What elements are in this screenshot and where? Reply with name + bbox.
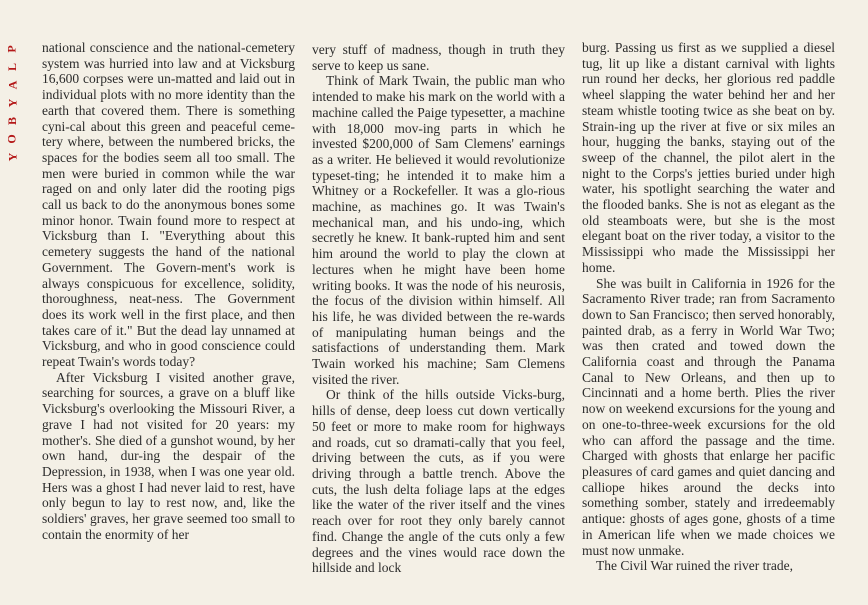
paragraph: She was built in California in 1926 for the Sacramento River trade; ran from Sacramento down to San Francisco; then served honorably, painted drab, as a ferry in World War Two; was then crated and towed down the California coast and through the Panama Canal to New Orleans, and then up to Cincinnati and a home berth. Plies the river now on weekend excursions for the young and on one-to-three-week excursions for the old who can afford the passage and the time. Charged with ghosts that enlarge her pacific pleasures of card games and quiet dancing and calliope hikes around the decks into something somber, stately and irredeemably antique: ghosts of ages gone, ghosts of a time in American life when we made choices we must now unmake. (582, 275, 835, 558)
article-column-3 (582, 40, 835, 574)
masthead-letter: P (5, 45, 19, 53)
masthead-letter: B (4, 116, 19, 126)
article-column-1 (42, 40, 295, 543)
paragraph: very stuff of madness, though in truth they serve to keep us sane. (312, 42, 565, 73)
paragraph: After Vicksburg I visited another grave, searching for sources, a grave on a bluff like Vicksburg's overlooking the Missouri River, a grave I had not visited for 20 years: my mother's. She died of a gunshot wound, by her own hand, dur-ing the despair of the Depression, in 1938, when I was one year old. Hers was a ghost I had never laid to rest, have only begun to lay to rest now, and, like the soldiers' graves, her grave seemed too small to contain the enormity of her (42, 369, 295, 542)
paragraph: The Civil War ruined the river trade, (596, 558, 793, 574)
paragraph: burg. Passing us first as we supplied a diesel tug, lit up like a distant carnival with lights run round her decks, her glorious red paddle wheel slapping the water behind her and her steam whistle tooting twice as she beat on by. Strain-ing up the river at five or six miles an hour, hugging the banks, staying out of the sweep of the channel, the pilot alert in the night to the Corps's jetties buried under high water, his spotlight searching the water and the flooded banks. She is not as elegant as the old steamboats were, but she is the most elegant boat on the river today, a visitor to the Mississippi who made the Mississippi her home. (582, 40, 835, 275)
article-column-2 (312, 42, 565, 576)
masthead-letter: Y (4, 98, 19, 108)
masthead-letter: Y (4, 152, 19, 162)
masthead-letter: O (5, 134, 19, 144)
masthead-letter: L (4, 62, 19, 72)
paragraph: national conscience and the national-cemetery system was hurried into law and at Vicksburg 16,600 corpses were un-matted and laid out in individual plots with no more identity than the earth that covered them. There is something cyni-cal about this green and peaceful ceme-tery where, between the numbered bricks, the spaces for the bodies seem all too small. The men were buried in common while the war raged on and only later did the rooting pigs call us back to do the anonymous bones some minor honor. Twain found more to respect at Vicksburg than I. "Everything about this cemetery suggests the hand of the national Government. The Govern-ment's work is always conspicuous for excellence, solidity, thoroughness, neat-ness. The Government does its work well in the first place, and then takes care of it." But the dead lay unnamed at Vicksburg, and who in good conscience could repeat Twain's words today? (42, 40, 295, 370)
playboy-masthead (5, 40, 19, 166)
paragraph: Or think of the hills outside Vicks-burg, hills of dense, deep loess cut down vertically 50 feet or more to make room for highways and roads, cut so dramati-cally that you feel, driving between the cuts, as if you were driving through a battle trench. Above the cuts, the lush delta foliage laps at the edges like the water of the river itself and the vines reach over for root they only barely cannot find. Change the angle of the cuts only a few degrees and the vines would race down the hillside and lock (312, 387, 565, 576)
paragraph: Think of Mark Twain, the public man who intended to make his mark on the world with a machine called the Paige typesetter, a machine with 18,000 mov-ing parts in which he invested $200,000 of Sam Clemens' earnings as a writer. He believed it would revolutionize typeset-ting; he intended it to make him a Whitney or a Rockefeller. It was a glo-rious machine, as machines go. It was Twain's mechanical man, and his undo-ing, which secretly he knew. It bank-rupted him and sent him around the world to play the clown at lectures when he might have been home writing books. It was the node of his neurosis, the focus of the division within himself. All his life, he was divided between the re-wards of manipulating human beings and the satisfactions of understanding them. Mark Twain worked his machine; Sam Clemens visited the river. (312, 73, 565, 387)
masthead-letter: A (4, 80, 19, 90)
